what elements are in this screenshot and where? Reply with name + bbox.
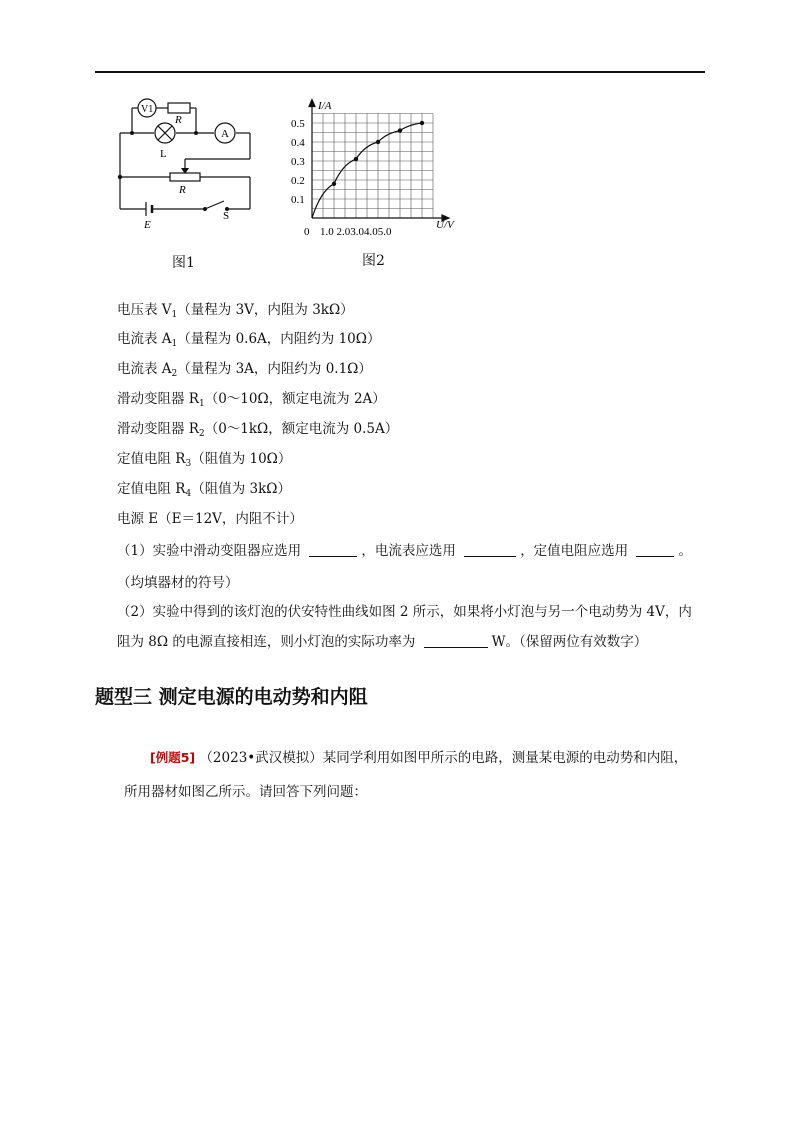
- equipment-item: 定值电阻 $R_4$（阻值为 3kΩ）: [117, 481, 291, 499]
- battery-label: E: [144, 219, 151, 231]
- data-point: [398, 128, 402, 132]
- y-axis-label: I/A: [318, 100, 332, 112]
- question-2-line1: （2）实验中得到的该灯泡的伏安特性曲线如图 2 所示，如果将小灯泡与另一个电动势为 4V，内: [117, 604, 692, 620]
- ammeter-label: A: [221, 128, 229, 140]
- y-tick-label: 0.2: [291, 175, 305, 187]
- lamp-label: L: [160, 148, 167, 160]
- data-point: [332, 182, 336, 186]
- example-5-line2: 所用器材如图乙所示。请回答下列问题：: [124, 784, 367, 800]
- data-point: [420, 121, 424, 125]
- answer-blank-power[interactable]: [424, 633, 488, 648]
- y-tick-label: 0.3: [291, 156, 305, 168]
- origin-label: 0: [304, 226, 310, 238]
- equipment-item: 滑动变阻器 $R_1(0\sim 10\Omega$，额定电流为 2A）: [117, 391, 386, 409]
- figure1-caption: 图1: [172, 255, 195, 271]
- iu-graph: [290, 95, 470, 245]
- equipment-item: 电流表 $A_1$（量程为 0.6A，内阻约为 10Ω）: [117, 331, 381, 349]
- y-tick-label: 0.4: [291, 137, 305, 149]
- equipment-item: 电源 E（E＝12V，内阻不计）: [117, 511, 303, 527]
- equipment-item: 电流表 $A_2$（量程为 3A，内阻约为 0.1Ω）: [117, 361, 372, 379]
- header-rule: [95, 71, 705, 73]
- data-point: [354, 157, 358, 161]
- equipment-item: 定值电阻 $R_3$（阻值为 10Ω）: [117, 451, 292, 469]
- x-axis-label: U/V: [436, 219, 454, 231]
- rheostat-label: R: [179, 184, 186, 196]
- switch-label: S: [223, 210, 230, 222]
- example-5-line1: [例题5] （2023•武汉模拟）某同学利用如图甲所示的电路，测量某电源的电动势和内阻，: [150, 750, 688, 766]
- figure2-caption: 图2: [362, 253, 385, 269]
- answer-blank-resistor[interactable]: [636, 542, 674, 557]
- r-top-label: R: [175, 114, 182, 126]
- question-2-line2: 阻为 8Ω 的电源直接相连，则小灯泡的实际功率为 W。（保留两位有效数字）: [117, 634, 648, 650]
- question-1-note: （均填器材的符号）: [117, 575, 239, 591]
- equipment-item: 滑动变阻器 $R_2(0\sim 1k\Omega$，额定电流为 0.5A）: [117, 421, 399, 439]
- section-heading: 题型三 测定电源的电动势和内阻: [95, 686, 368, 708]
- x-tick-labels: 1.0 2.03.04.05.0: [320, 226, 392, 238]
- data-point: [376, 140, 380, 144]
- y-tick-label: 0.5: [291, 118, 305, 130]
- circuit-diagram: [110, 95, 260, 235]
- question-1: （1）实验中滑动变阻器应选用 ，电流表应选用 ，定值电阻应选用 。: [117, 543, 692, 559]
- answer-blank-ammeter[interactable]: [464, 542, 516, 557]
- answer-blank-rheostat[interactable]: [309, 542, 357, 557]
- equipment-item: 电压表 $V_1$（量程为 3V，内阻为 3kΩ）: [117, 302, 354, 320]
- voltmeter-label: V1: [141, 104, 154, 115]
- y-tick-label: 0.1: [291, 194, 305, 206]
- example-tag: [例题5]: [150, 750, 196, 765]
